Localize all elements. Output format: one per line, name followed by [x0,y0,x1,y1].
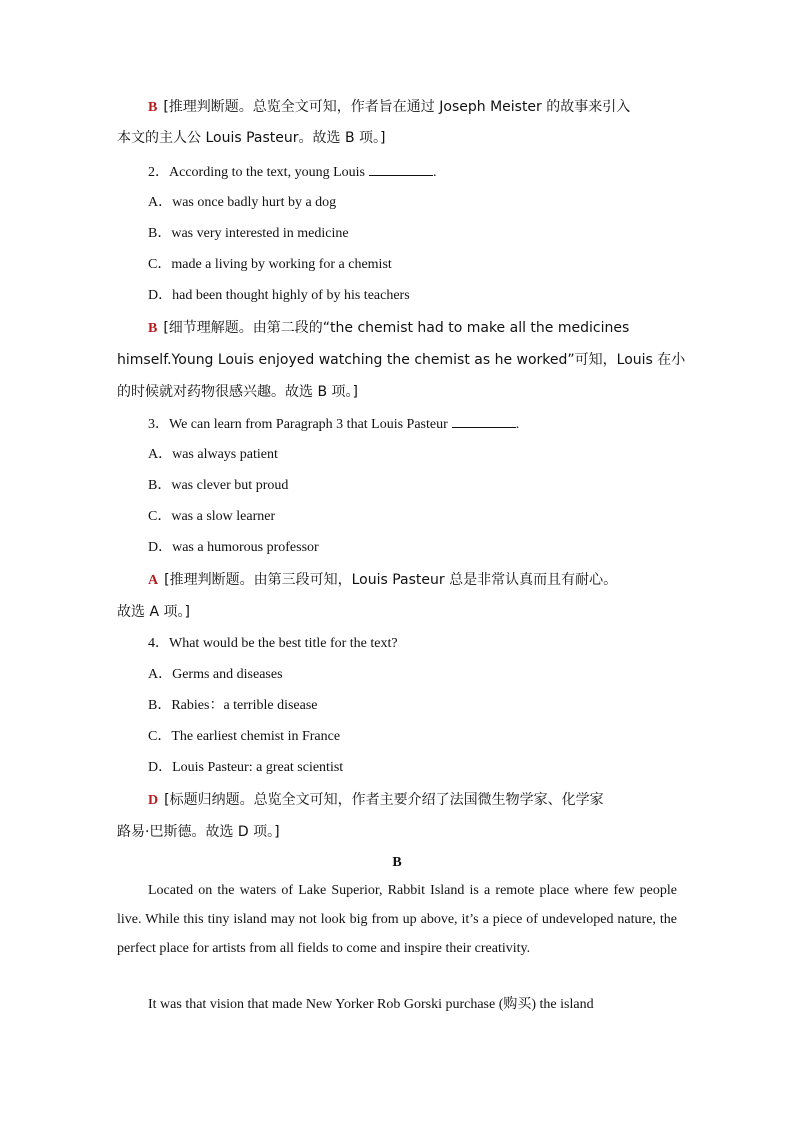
section-b-heading: B [392,855,402,870]
q4-stem: 4．What would be the best title for the text? [148,636,398,651]
q3-option-b: B．was clever but proud [148,478,289,493]
q2-option-c: C．made a living by working for a chemist [148,257,392,272]
q1-answer-letter: B [148,100,158,115]
q4-explanation-line1 [148,790,604,811]
q2-option-b: B．was very interested in medicine [148,226,349,241]
q2-option-a: A．was once badly hurt by a dog [148,195,337,210]
q2-stem: 2．According to the text, young Louis . [148,162,436,183]
q4-option-a: A．Germs and diseases [148,667,283,682]
q3-explanation-text1: [推理判断题。由第三段可知，Louis Pasteur 总是非常认真而且有耐心。 [164,572,618,588]
q3-option-a: A．was always patient [148,447,278,462]
section-b-paragraph-1: Located on the waters of Lake Superior, Rabbit Island is a remote place where few people live. While this tiny island may not look big from up above, it’s a piece of undeveloped nature, the perfect place for artists from all fields to come and inspire their creativity. [117,883,677,956]
q2-answer-letter: B [148,321,158,336]
q2-explanation-line2: himself.Young Louis enjoyed watching the chemist as he worked”可知，Louis 在小 [117,352,686,368]
q2-explanation-line1 [148,318,629,339]
q4-option-d: D．Louis Pasteur: a great scientist [148,760,344,775]
q3-option-c: C．was a slow learner [148,509,276,524]
q3-answer-letter: A [148,573,159,588]
q3-explanation-line2: 故选 A 项。] [117,604,190,620]
q2-explanation-line3: 的时候就对药物很感兴趣。故选 B 项。] [117,384,358,400]
q4-option-b: B．Rabies：a terrible disease [148,698,318,713]
q1-explanation-text1: [推理判断题。总览全文可知，作者旨在通过 Joseph Meister 的故事来引入 [163,99,631,115]
q2-explanation-text1: [细节理解题。由第二段的“the chemist had to make all the medicines [163,320,630,336]
q4-explanation-text1: [标题归纳题。总览全文可知，作者主要介绍了法国微生物学家、化学家 [164,792,604,808]
q1-explanation-line2: 本文的主人公 Louis Pasteur。故选 B 项。] [117,130,386,146]
q2-stem-text: 2．According to the text, young Louis [148,165,365,180]
q4-answer-letter: D [148,793,159,808]
q3-answer-blank [452,414,516,428]
q3-option-d: D．was a humorous professor [148,540,319,555]
q4-option-c: C．The earliest chemist in France [148,729,341,744]
q2-option-d: D．had been thought highly of by his teachers [148,288,410,303]
q3-stem: 3．We can learn from Paragraph 3 that Louis Pasteur . [148,414,519,435]
q1-explanation-line1 [148,97,630,118]
q2-answer-blank [369,162,433,176]
section-b-paragraph-2: It was that vision that made New Yorker Rob Gorski purchase (购买) the island [148,997,594,1012]
q3-stem-text: 3．We can learn from Paragraph 3 that Louis Pasteur [148,417,448,432]
q4-explanation-line2: 路易·巴斯德。故选 D 项。] [117,824,280,840]
q3-explanation-line1 [148,570,617,591]
